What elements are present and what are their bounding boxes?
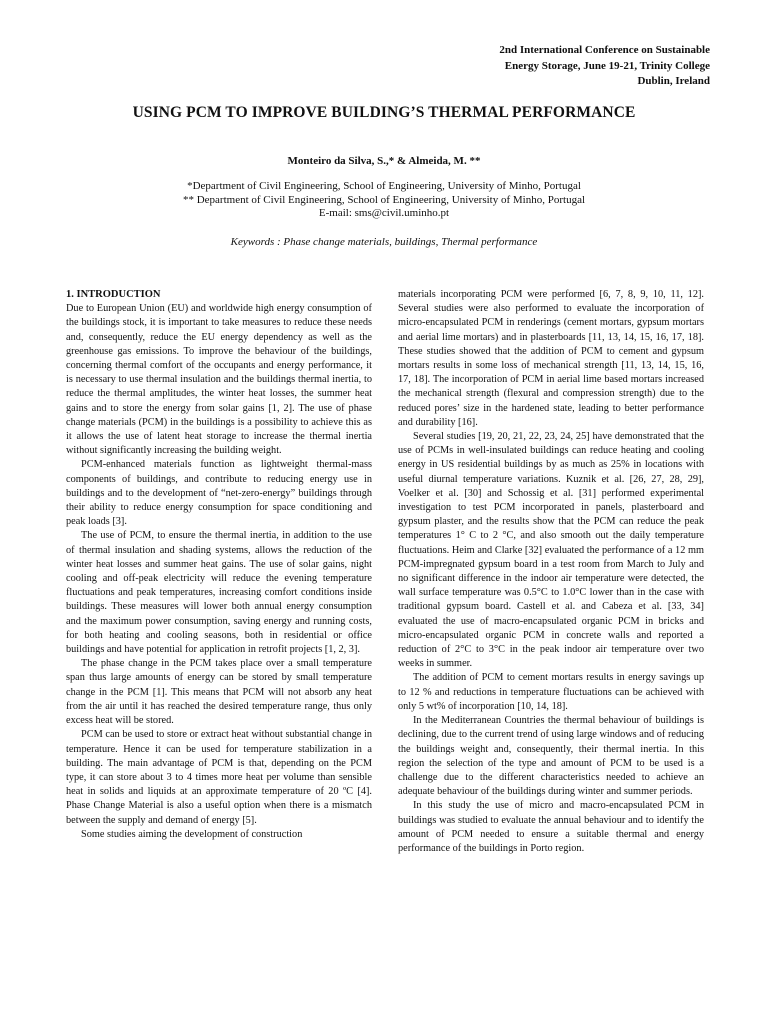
conference-line-2: Energy Storage, June 19-21, Trinity College [504,59,710,72]
paragraph: The use of PCM, to ensure the thermal inertia, in addition to the use of thermal insulation and shading systems, allows the reduction of the winter heat losses and summer heat gains. The use of solar gains, night cooling and off-peak electricity will reduce the evening temperature fluctuations and peak temperatures, increasing comfort conditions inside buildings. These measures will lower both annual energy consumption and the maximum power consumption, saving energy and running costs, for both heating and cooling seasons, both in residential or office buildings and have potential for application in retrofit projects [1, 2, 3]. [66,530,372,656]
paragraph: The addition of PCM to cement mortars results in energy savings up to 12 % and reductions in temperature fluctuations can be achieved with only 5 wt% of incorporation [10, 14, 18]. [398,672,704,712]
conference-header [410,43,710,90]
keywords: Keywords : Phase change materials, buildings, Thermal performance [230,236,538,248]
right-column [398,288,704,856]
conference-line-3: Dublin, Ireland [637,75,710,87]
paragraph: Due to European Union (EU) and worldwide high energy consumption of the buildings stock, it is important to take measures to reduce these needs and, consequently, reduce the EU energy dependency as well as the greenhouse gas emissions. To improve the behaviour of the buildings, concerning thermal comfort of the occupants and energy performance, it is necessary to use thermal insulation and the buildings thermal inertia, to reduce the thermal amplitudes, the winter heat losses, the summer heat gains and to store the energy from solar gains [1, 2]. The use of phase change materials (PCM) in the buildings is a possibility to achieve this as it allows the use of latent heat storage to increase the thermal inertia without significantly increasing the building weight. [66,303,372,457]
authors: Monteiro da Silva, S.,* & Almeida, M. ** [287,155,481,167]
paragraph: materials incorporating PCM were performed [6, 7, 8, 9, 10, 11, 12]. Several studies were also performed to evaluate the incorporation of micro-encapsulated PCM in renderings (cement mortars, gypsum mortars and aerial lime mortars) and in plasterboards [11, 13, 14, 15, 16, 17, 18]. These studies showed that the addition of PCM to cement and gypsum mortars results in some loss of mechanical strength [11, 13, 14, 15, 16, 17, 18]. The incorporation of PCM in aerial lime based mortars increased the mechanical strength (flexural and compression strength) due to the reduced pores’ size in the hardened state, leading to better performance and durability [16]. [398,289,704,428]
left-column [66,288,372,842]
affiliation-1: *Department of Civil Engineering, School of Engineering, University of Minho, Portugal [187,180,581,192]
paragraph: PCM-enhanced materials function as lightweight thermal-mass components of buildings, and contribute to reducing energy use in buildings and to the development of “net-zero-energy” buildings through their ability to reduce energy consumption for space conditioning and peak loads [3]. [66,459,372,528]
paragraph: PCM can be used to store or extract heat without substantial change in temperature. Hence it can be used for temperature stabilization in a building. The main advantage of PCM is that, depending on the PCM type, it can store about 3 to 4 times more heat per volume than sensible heat in solids and liquids at an approximate temperature of 20 ºC [4]. Phase Change Material is also a useful option when there is a mismatch between the supply and demand of energy [5]. [66,729,372,826]
section-heading: 1. INTRODUCTION [66,289,161,300]
paragraph: In the Mediterranean Countries the thermal behaviour of buildings is declining, due to the current trend of using large windows and of reducing the buildings weight and, consequently, their thermal inertia. In this region the selection of the type and amount of PCM to be used is a challenge due to the different characteristics needed to achieve an adequate behaviour of the buildings during winter and summer periods. [398,715,704,798]
paragraph: In this study the use of micro and macro-encapsulated PCM in buildings was studied to evaluate the annual behaviour and to identify the amount of PCM needed to ensure a suitable thermal and energy performance of the buildings in Porto region. [398,800,704,854]
affiliations [0,180,768,221]
contact-email: E-mail: sms@civil.uminho.pt [318,207,450,219]
paragraph: Some studies aiming the development of construction [81,828,303,840]
paragraph: The phase change in the PCM takes place over a small temperature span thus large amounts of energy can be stored by small temperature change in the PCM [1]. This means that PCM will not absorb any heat from the air until it has reached the desired temperature range, thus only excess heat will be stored. [66,658,372,727]
conference-line-1: 2nd International Conference on Sustainable [499,44,710,56]
paper-title: USING PCM TO IMPROVE BUILDING’S THERMAL PERFORMANCE [132,104,636,121]
paragraph: Several studies [19, 20, 21, 22, 23, 24, 25] have demonstrated that the use of PCMs in well-insulated buildings can reduce heating and cooling energy in US residential buildings by as much as 25% in locations with useful diurnal temperature variations. Kuznik et al. [26, 27, 28, 29], Voelker et al. [30] and Schossig et al. [31] performed experimental investigation to test PCM incorporated in panels, plasterboard and gypsum plaster, and the results show that the PCM can reduce the peak temperatures 1° C to 2 °C, and also smooth out the daily temperature fluctuations. Heim and Clarke [32] evaluated the performance of a 12 mm PCM-impregnated gypsum board in a test room from March to July and no significant difference in the indoor air temperature were detected, the wall surface temperature was 0.5°C to 1.0°C lower than in the case with traditional gypsum board. Castell et al. and Cabeza et al. [33, 34] evaluated the use of macro-encapsulated organic PCM in bricks and micro-encapsulated organic PCM in concrete walls and reported a reduction of 2°C to 3°C in the peak indoor air temperature over two weeks in summer. [398,431,704,670]
affiliation-2: ** Department of Civil Engineering, School of Engineering, University of Minho, Portugal [182,193,586,206]
